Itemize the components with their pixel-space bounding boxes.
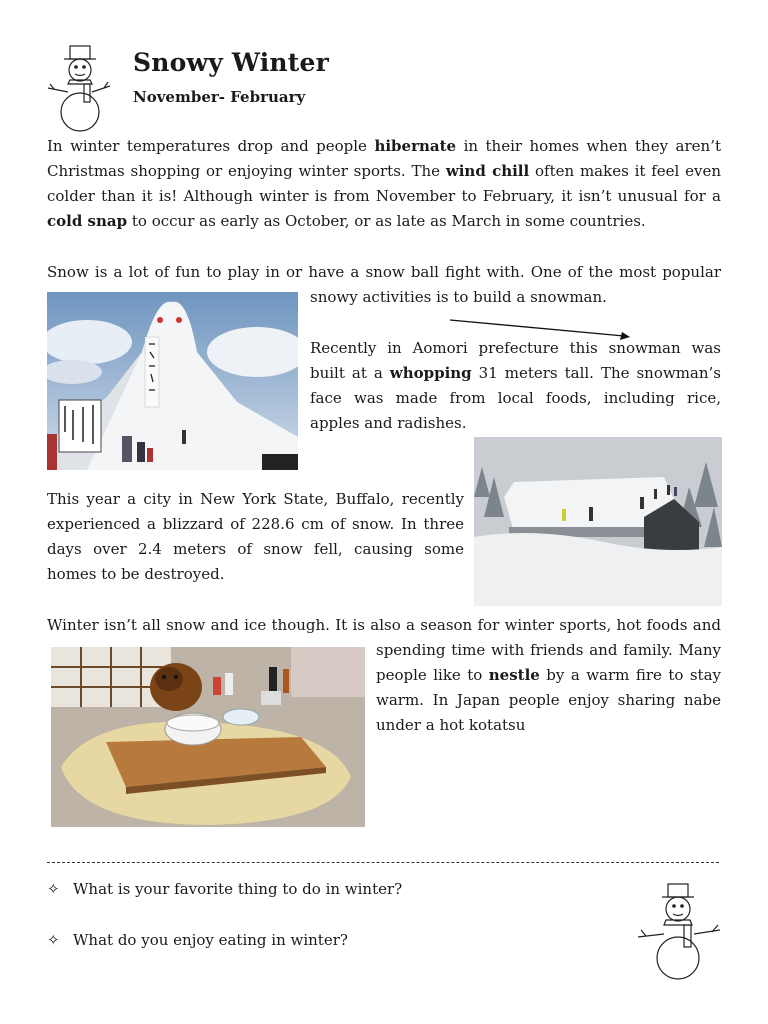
star-outline-icon: ✧ <box>47 880 60 898</box>
snowman-icon <box>46 44 114 132</box>
kotatsu-photo <box>51 647 365 827</box>
text-run: In winter temperatures drop and people <box>47 137 375 155</box>
snowman-icon <box>636 882 722 982</box>
bold-term: cold snap <box>47 212 128 230</box>
question-2-text: What do you enjoy eating in winter? <box>73 931 348 949</box>
buffalo-snow-photo <box>474 437 722 606</box>
snow-fun-line: Snow is a lot of fun to play in or have a snow ball fight with. One of the most popular <box>47 263 721 281</box>
star-outline-icon: ✧ <box>47 931 60 949</box>
intro-paragraph <box>47 134 721 234</box>
text-run: to occur as early as October, or as late as March in some countries. <box>127 212 646 230</box>
aomori-paragraph <box>310 336 721 436</box>
text-run: in their homes when they aren’t Christmas shopping or enjoying winter sports. The <box>47 137 721 180</box>
snow-fun-line-2: snowy activities is to build a snowman. <box>310 288 607 306</box>
page-title: Snowy Winter <box>133 48 329 77</box>
winter-activities-line: Winter isn’t all snow and ice though. It is also a season for winter sports, hot foods and <box>47 616 721 634</box>
dashed-divider <box>47 862 719 863</box>
text-run: Recently in Aomori prefecture this snowman was built at a <box>310 339 721 382</box>
bold-term: whopping <box>389 364 472 382</box>
question-1-text: What is your favorite thing to do in winter? <box>73 880 403 898</box>
bold-term: wind chill <box>445 162 530 180</box>
giant-snowman-photo <box>47 292 298 470</box>
kotatsu-paragraph <box>376 638 721 738</box>
question-2 <box>47 930 348 950</box>
bold-term: nestle <box>488 666 540 684</box>
bold-term: hibernate <box>374 137 457 155</box>
text-run: spending time with friends and family. Many people like to <box>376 641 721 684</box>
question-1 <box>47 879 402 899</box>
text-run: 31 meters tall. The snowman’s face was made from local foods, including rice, apples and radishes. <box>310 364 721 432</box>
buffalo-paragraph: This year a city in New York State, Buffalo, recently experienced a blizzard of 228.6 cm of snow. In three days over 2.4 meters of snow fell, causing some homes to be destroyed. <box>47 490 464 583</box>
text-run: by a warm fire to stay warm. In Japan people enjoy sharing nabe under a hot kotatsu <box>376 666 721 734</box>
page-subtitle: November- February <box>133 88 306 106</box>
text-run: often makes it feel even colder than it is! Although winter is from November to February, it isn’t unusual for a <box>47 162 722 205</box>
